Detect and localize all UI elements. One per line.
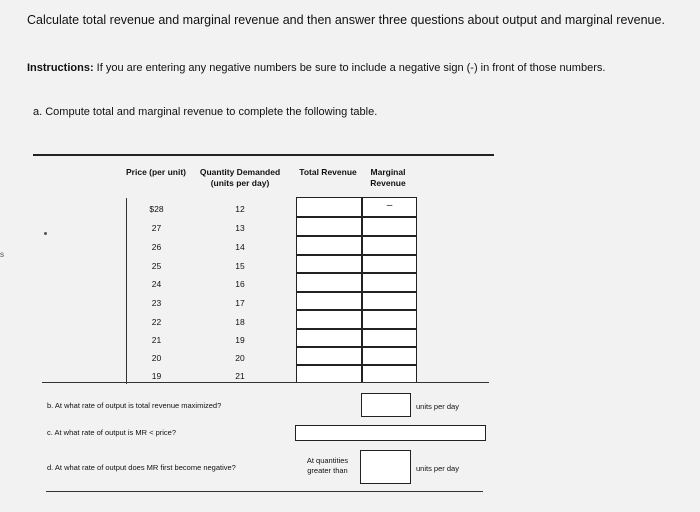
quantity-cell: 13 [235, 223, 245, 233]
grid-row-line [297, 309, 416, 311]
instructions-label: Instructions: [27, 62, 94, 74]
price-cell: $28 [149, 204, 164, 214]
question-d: d. At what rate of output does MR first become negative? [47, 463, 236, 472]
edge-mark: s [0, 250, 4, 259]
question-d-answer-input[interactable] [360, 450, 411, 484]
quantity-cell: 20 [235, 353, 245, 363]
header-price: Price (per unit) [126, 167, 186, 177]
footer-rule [46, 491, 483, 492]
grid-divider [361, 198, 363, 382]
price-cell: 19 [151, 371, 162, 381]
price-cell: 25 [151, 261, 162, 271]
header-quantity: Quantity Demanded (units per day) [199, 167, 281, 188]
quantity-cell: 18 [235, 317, 245, 327]
part-a-prompt: a. Compute total and marginal revenue to complete the following table. [33, 106, 378, 118]
price-cell: 24 [151, 279, 162, 289]
intro-text: Calculate total revenue and marginal revenue and then answer three questions about output and marginal revenue. [27, 13, 665, 27]
header-total-revenue: Total Revenue [299, 167, 357, 177]
price-cell: 26 [151, 242, 162, 252]
bullet-dot [44, 232, 47, 235]
question-c: c. At what rate of output is MR < price? [47, 428, 177, 437]
question-c-answer-input[interactable] [295, 425, 486, 441]
quantity-cell: 12 [235, 204, 245, 214]
price-cell: 27 [151, 223, 162, 233]
table-bottom-rule [42, 382, 489, 383]
quantity-column [188, 198, 292, 384]
grid-row-line [297, 254, 416, 256]
price-cell: 22 [151, 317, 162, 327]
quantity-cell: 17 [235, 298, 245, 308]
instructions-text: If you are entering any negative numbers be sure to include a negative sign (-) in front of those numbers. [93, 62, 606, 74]
question-b: b. At what rate of output is total revenue maximized? [47, 401, 222, 410]
quantity-cell: 21 [235, 371, 245, 381]
question-d-unit: units per day [416, 464, 459, 473]
quantity-cell: 16 [235, 279, 245, 289]
question-b-unit: units per day [416, 402, 459, 411]
revenue-input-grid[interactable] [296, 197, 417, 383]
question-d-prefix: At quantities greater than [306, 456, 349, 475]
grid-row-line [297, 272, 416, 274]
grid-row-line [297, 216, 416, 218]
table-top-rule [33, 154, 494, 156]
grid-row-line [297, 291, 416, 293]
instructions [27, 62, 605, 74]
quantity-cell: 15 [235, 261, 245, 271]
quantity-cell: 14 [235, 242, 245, 252]
quantity-cell: 19 [235, 335, 245, 345]
first-marginal-revenue-dash: – [386, 200, 393, 211]
header-marginal-revenue: Marginal Revenue [370, 167, 406, 188]
price-column [126, 198, 186, 384]
grid-row-line [297, 346, 416, 348]
price-cell: 20 [151, 353, 162, 363]
grid-row-line [297, 328, 416, 330]
grid-row-line [297, 364, 416, 366]
price-cell: 21 [151, 335, 162, 345]
grid-row-line [297, 235, 416, 237]
question-b-answer-input[interactable] [361, 393, 411, 417]
price-cell: 23 [151, 298, 162, 308]
